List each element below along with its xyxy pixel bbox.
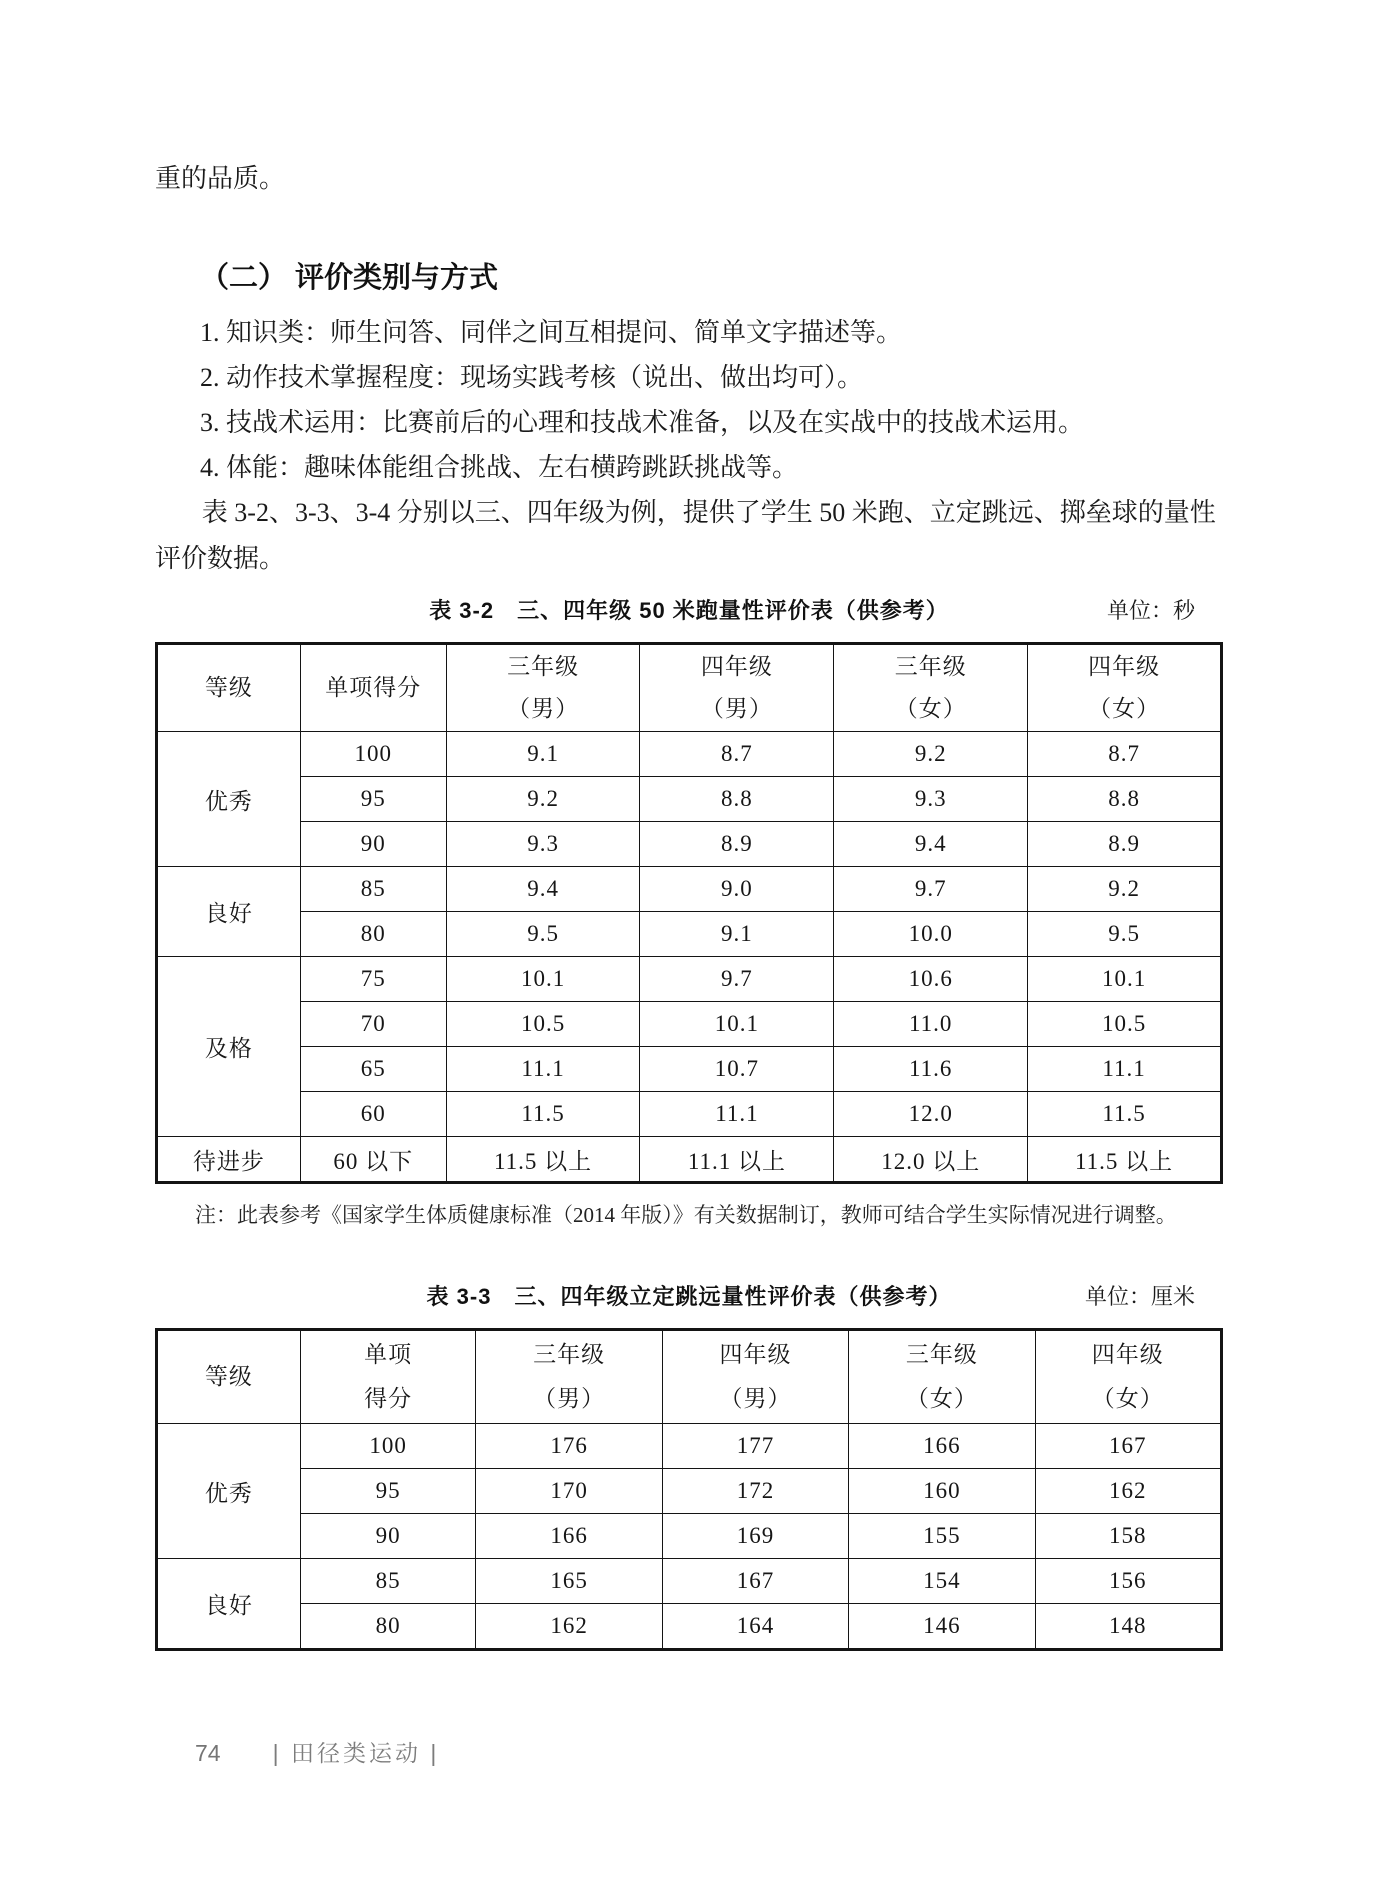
value-cell: 9.3 [834, 777, 1028, 822]
value-cell: 164 [662, 1604, 848, 1650]
table-row [157, 1137, 1222, 1183]
value-cell: 60 以下 [300, 1137, 446, 1183]
value-cell: 80 [300, 1604, 476, 1650]
column-header-line: （男） [507, 696, 580, 721]
value-cell: 10.1 [1028, 957, 1222, 1002]
value-cell: 162 [1035, 1469, 1221, 1514]
value-cell: 167 [1035, 1424, 1221, 1469]
grade-label-cell: 优秀 [157, 732, 301, 867]
table-row [157, 912, 1222, 957]
value-cell: 8.9 [1028, 822, 1222, 867]
table-header [157, 644, 1222, 732]
table-row [157, 1002, 1222, 1047]
table-row [157, 1469, 1222, 1514]
table2-unit: 单位：厘米 [1084, 1284, 1195, 1309]
table-body [157, 732, 1222, 1183]
column-header-line: 四年级 [1088, 654, 1161, 679]
value-cell: 8.8 [640, 777, 834, 822]
value-cell: 9.4 [446, 867, 640, 912]
value-cell: 11.1 [640, 1092, 834, 1137]
value-cell: 169 [662, 1514, 848, 1559]
value-cell: 10.5 [446, 1002, 640, 1047]
book-title-label: | 田径类运动 | [272, 1740, 440, 1766]
table-header [157, 1330, 1222, 1424]
column-header [300, 644, 446, 732]
table2-caption-row [155, 1282, 1223, 1312]
value-cell: 9.4 [834, 822, 1028, 867]
column-header-line: 得分 [364, 1386, 413, 1411]
value-cell: 90 [300, 1514, 476, 1559]
value-cell: 90 [300, 822, 446, 867]
column-header [1028, 644, 1222, 732]
value-cell: 95 [300, 1469, 476, 1514]
table1-caption: 表 3-2 三、四年级 50 米跑量性评价表（供参考） [429, 598, 949, 623]
column-header-line: 四年级 [700, 654, 773, 679]
column-header [476, 1330, 662, 1424]
grade-label-cell: 待进步 [157, 1137, 301, 1183]
table1-unit: 单位：秒 [1106, 598, 1195, 623]
evaluation-type-list [155, 310, 1223, 490]
table-header-row [157, 1330, 1222, 1424]
column-header-line: （男） [719, 1386, 792, 1411]
value-cell: 9.5 [446, 912, 640, 957]
value-cell: 8.7 [1028, 732, 1222, 777]
value-cell: 160 [849, 1469, 1035, 1514]
column-header-line: （女） [905, 1386, 978, 1411]
section-heading: （二） 评价类别与方式 [200, 262, 499, 294]
column-header [640, 644, 834, 732]
table1-note: 注：此表参考《国家学生体质健康标准（2014 年版）》有关数据制订，教师可结合学生实际情况进行调整。 [195, 1203, 1177, 1227]
value-cell: 166 [849, 1424, 1035, 1469]
table-row [157, 1559, 1222, 1604]
column-header-line: （女） [1091, 1386, 1164, 1411]
value-cell: 11.5 以上 [446, 1137, 640, 1183]
list-item: 2. 动作技术掌握程度：现场实践考核（说出、做出均可）。 [200, 363, 864, 392]
value-cell: 176 [476, 1424, 662, 1469]
column-header [157, 644, 301, 732]
value-cell: 100 [300, 732, 446, 777]
value-cell: 10.1 [446, 957, 640, 1002]
value-cell: 9.5 [1028, 912, 1222, 957]
value-cell: 155 [849, 1514, 1035, 1559]
value-cell: 9.3 [446, 822, 640, 867]
grade-label-cell: 优秀 [157, 1424, 301, 1559]
value-cell: 11.5 [446, 1092, 640, 1137]
column-header-line: 四年级 [1091, 1342, 1164, 1367]
table-row [157, 732, 1222, 777]
grade-label-cell: 良好 [157, 1559, 301, 1650]
value-cell: 177 [662, 1424, 848, 1469]
value-cell: 166 [476, 1514, 662, 1559]
value-cell: 75 [300, 957, 446, 1002]
value-cell: 162 [476, 1604, 662, 1650]
page-footer [155, 1737, 1223, 1769]
value-cell: 100 [300, 1424, 476, 1469]
book-page [155, 0, 1223, 1769]
column-header-line: （男） [533, 1386, 606, 1411]
value-cell: 10.7 [640, 1047, 834, 1092]
table-row [157, 1514, 1222, 1559]
value-cell: 95 [300, 777, 446, 822]
value-cell: 8.8 [1028, 777, 1222, 822]
value-cell: 9.2 [834, 732, 1028, 777]
list-item: 4. 体能：趣味体能组合挑战、左右横跨跳跃挑战等。 [200, 453, 799, 482]
column-header-line: （女） [894, 696, 967, 721]
value-cell: 10.6 [834, 957, 1028, 1002]
table-standing-jump-evaluation [155, 1328, 1223, 1651]
table-50m-run-evaluation [155, 642, 1223, 1184]
value-cell: 154 [849, 1559, 1035, 1604]
table2-caption: 表 3-3 三、四年级立定跳远量性评价表（供参考） [426, 1284, 952, 1309]
column-header-line: 四年级 [719, 1342, 792, 1367]
table-row [157, 1047, 1222, 1092]
value-cell: 8.9 [640, 822, 834, 867]
value-cell: 9.7 [640, 957, 834, 1002]
column-header [834, 644, 1028, 732]
value-cell: 10.1 [640, 1002, 834, 1047]
value-cell: 165 [476, 1559, 662, 1604]
value-cell: 80 [300, 912, 446, 957]
grade-label-cell: 及格 [157, 957, 301, 1137]
value-cell: 11.6 [834, 1047, 1028, 1092]
value-cell: 156 [1035, 1559, 1221, 1604]
value-cell: 9.1 [640, 912, 834, 957]
column-header-line: 等级 [204, 1364, 253, 1389]
page-number: 74 [195, 1740, 221, 1766]
column-header-line: 三年级 [905, 1342, 978, 1367]
column-header-line: 单项得分 [325, 675, 422, 700]
column-header [849, 1330, 1035, 1424]
value-cell: 148 [1035, 1604, 1221, 1650]
table-row [157, 777, 1222, 822]
value-cell: 11.1 [446, 1047, 640, 1092]
table-row [157, 867, 1222, 912]
table-row [157, 1424, 1222, 1469]
value-cell: 85 [300, 867, 446, 912]
table-body [157, 1424, 1222, 1650]
value-cell: 158 [1035, 1514, 1221, 1559]
column-header [157, 1330, 301, 1424]
value-cell: 70 [300, 1002, 446, 1047]
value-cell: 9.2 [446, 777, 640, 822]
column-header-line: 单项 [364, 1342, 413, 1367]
table-row [157, 1604, 1222, 1650]
value-cell: 11.0 [834, 1002, 1028, 1047]
column-header-line: 等级 [204, 675, 253, 700]
column-header-line: 三年级 [533, 1342, 606, 1367]
value-cell: 11.5 以上 [1028, 1137, 1222, 1183]
value-cell: 9.2 [1028, 867, 1222, 912]
value-cell: 65 [300, 1047, 446, 1092]
value-cell: 11.5 [1028, 1092, 1222, 1137]
value-cell: 11.1 [1028, 1047, 1222, 1092]
value-cell: 8.7 [640, 732, 834, 777]
list-item: 3. 技战术运用：比赛前后的心理和技战术准备，以及在实战中的技战术运用。 [200, 408, 1085, 437]
table1-caption-row [155, 596, 1223, 626]
column-header-line: 三年级 [894, 654, 967, 679]
value-cell: 60 [300, 1092, 446, 1137]
grade-label-cell: 良好 [157, 867, 301, 957]
value-cell: 9.7 [834, 867, 1028, 912]
column-header [446, 644, 640, 732]
value-cell: 12.0 以上 [834, 1137, 1028, 1183]
list-item: 1. 知识类：师生问答、同伴之间互相提问、简单文字描述等。 [200, 318, 903, 347]
column-header [1035, 1330, 1221, 1424]
column-header [300, 1330, 476, 1424]
value-cell: 10.5 [1028, 1002, 1222, 1047]
table-row [157, 1092, 1222, 1137]
value-cell: 9.1 [446, 732, 640, 777]
value-cell: 172 [662, 1469, 848, 1514]
tables-intro-paragraph: 表 3-2、3-3、3-4 分别以三、四年级为例，提供了学生 50 米跑、立定跳远、掷垒球的量性评价数据。 [155, 498, 1216, 573]
table-header-row [157, 644, 1222, 732]
value-cell: 10.0 [834, 912, 1028, 957]
value-cell: 9.0 [640, 867, 834, 912]
column-header-line: 三年级 [507, 654, 580, 679]
value-cell: 11.1 以上 [640, 1137, 834, 1183]
value-cell: 12.0 [834, 1092, 1028, 1137]
value-cell: 170 [476, 1469, 662, 1514]
column-header [662, 1330, 848, 1424]
column-header-line: （男） [700, 696, 773, 721]
value-cell: 146 [849, 1604, 1035, 1650]
table-row [157, 822, 1222, 867]
value-cell: 167 [662, 1559, 848, 1604]
column-header-line: （女） [1088, 696, 1161, 721]
table-row [157, 957, 1222, 1002]
value-cell: 85 [300, 1559, 476, 1604]
intro-text: 重的品质。 [155, 164, 286, 193]
